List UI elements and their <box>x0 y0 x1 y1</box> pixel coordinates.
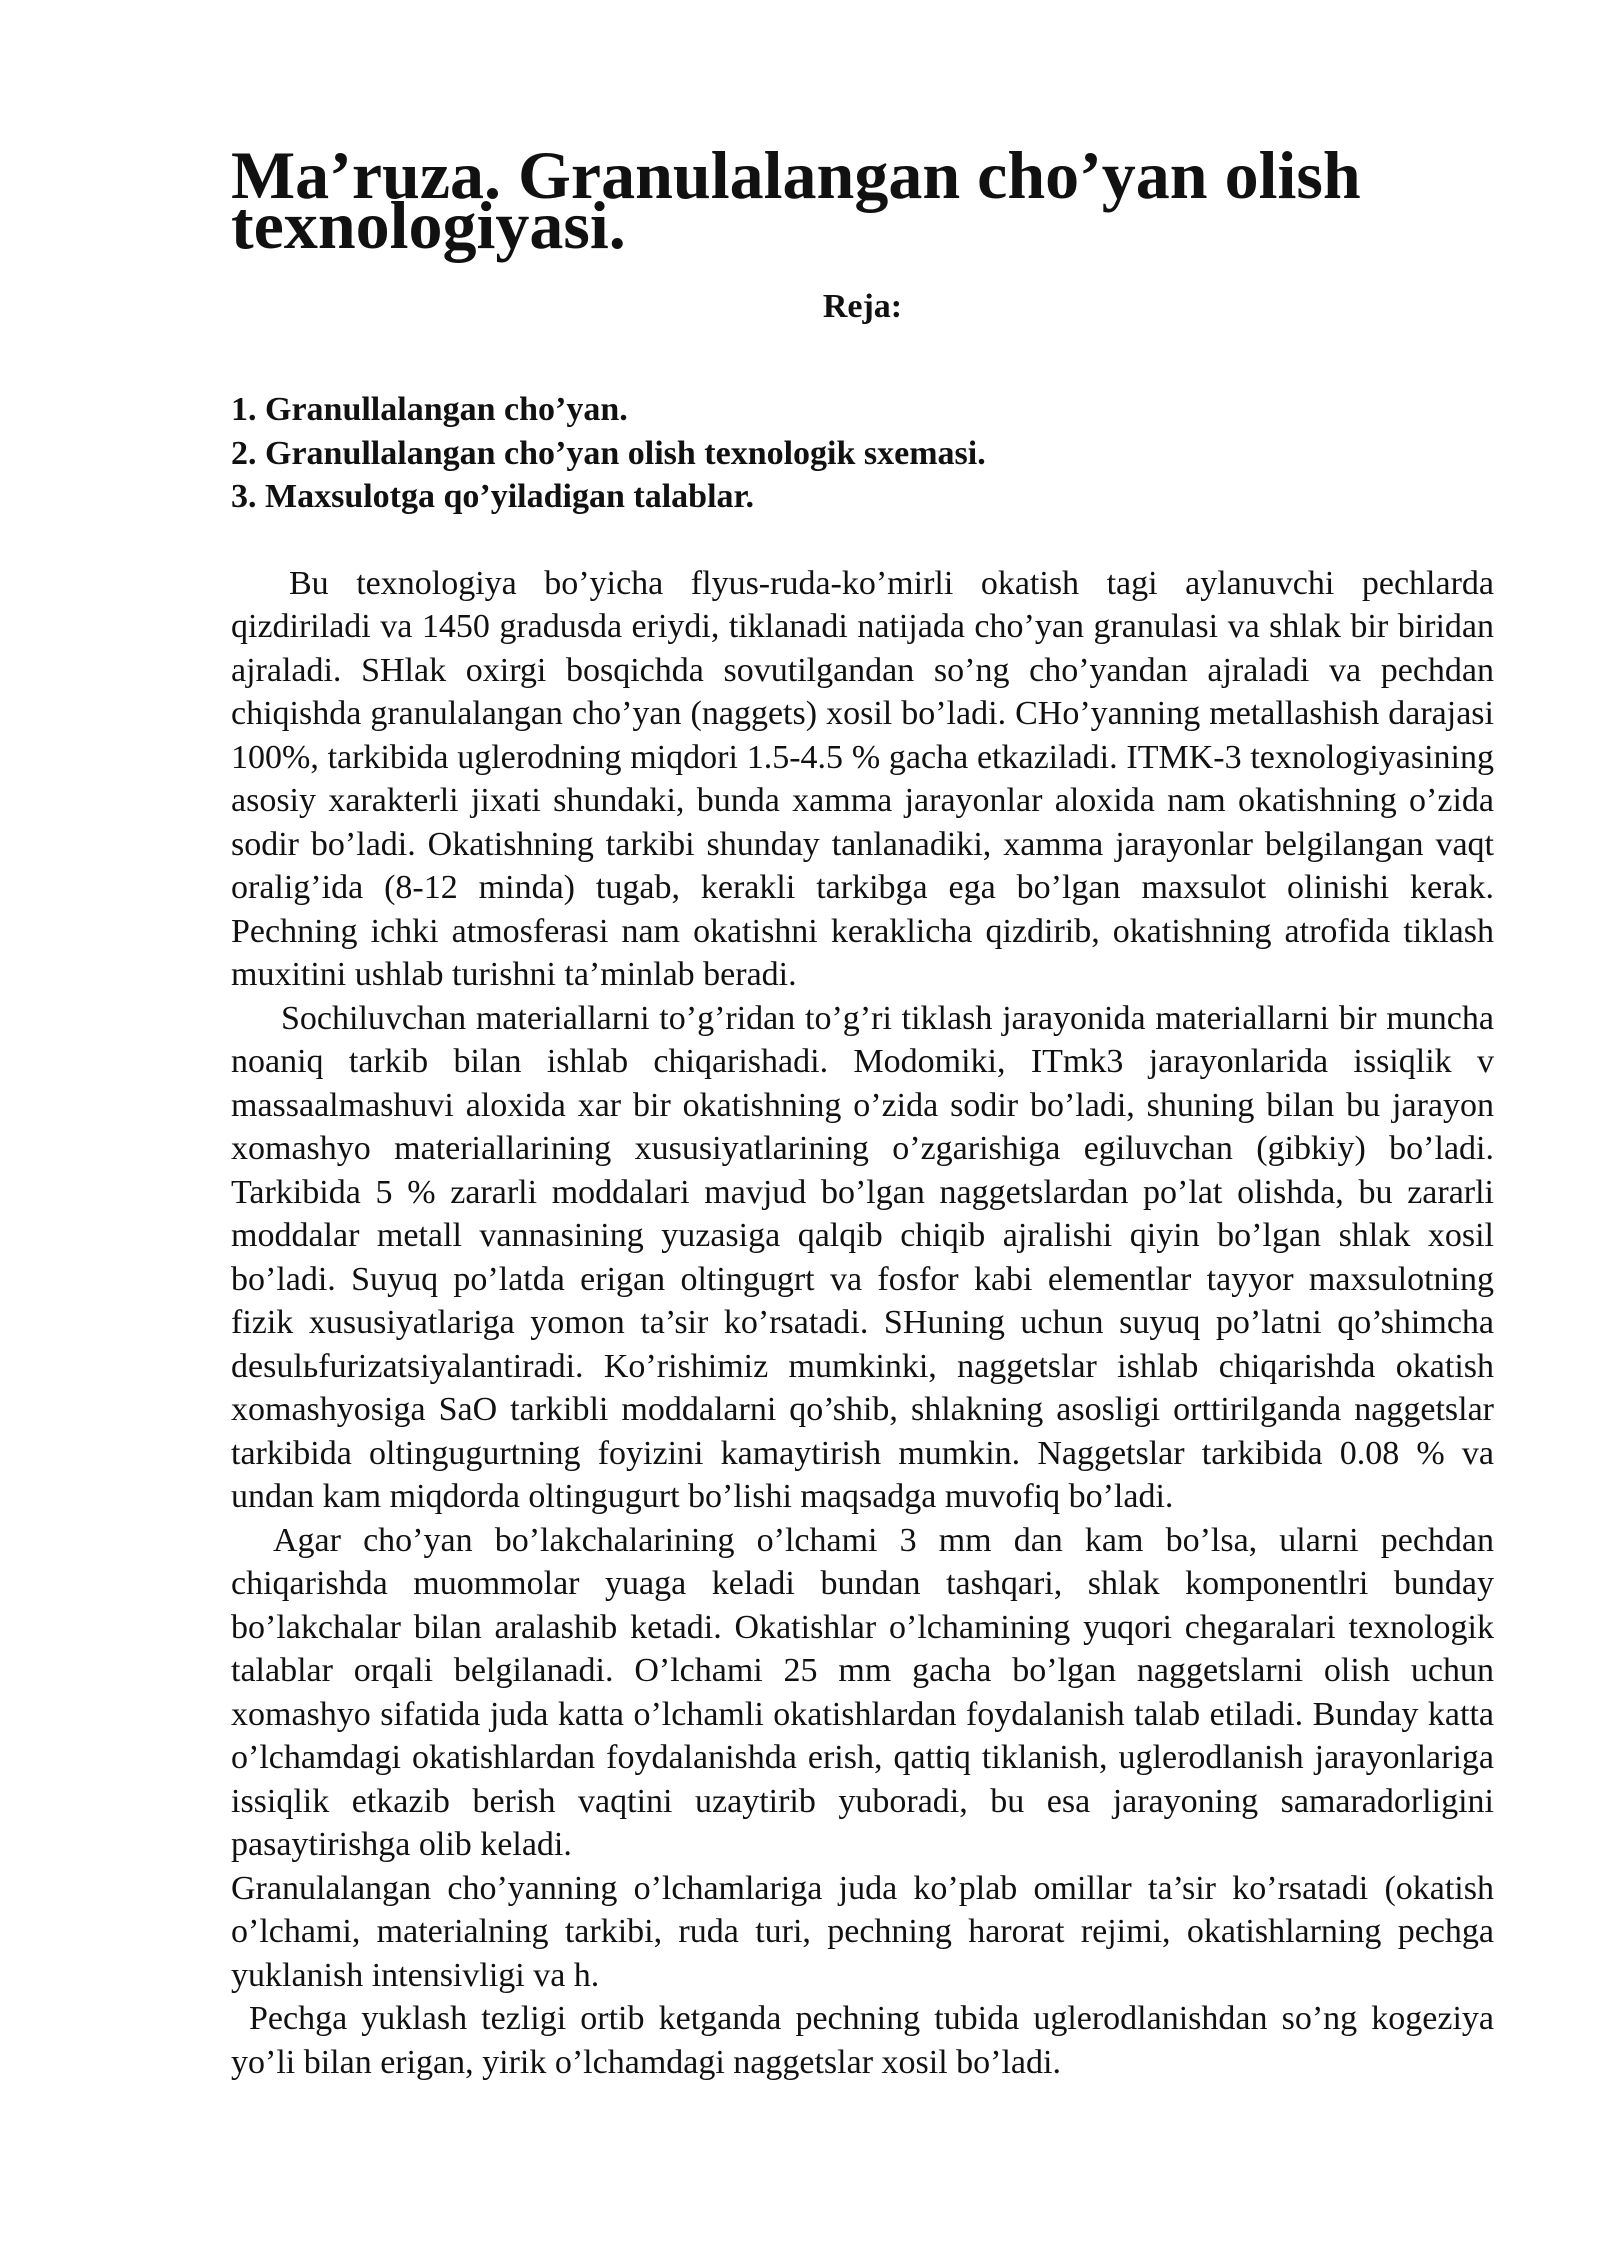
paragraph-5: Pechga yuklash tezligi ortib ketganda pechning tubida uglerodlanishdan so’ng kogeziya yo’li bilan erigan, yirik o’lchamdagi naggetslar xosil bo’ladi. <box>231 2000 1494 2081</box>
page-title: Ma’ruza. Granulalangan cho’yan olish texnologiyasi. <box>231 137 1361 263</box>
paragraph-2: Sochiluvchan materiallarni to’g’ridan to’g’ri tiklash jarayonida materiallarni bir muncha noaniq tarkib bilan ishlab chiqarishadi. Modomiki, ITmk3 jarayonlarida issiqlik v massaalmashuvi aloxida xar bir okatishning o’zida sodir bo’ladi, shuning bilan bu jarayon xomashyo materiallarining xususiyatlarining o’zgarishiga egiluvchan (gibkiy) bo’ladi. Tarkibida 5 % zararli moddalari mavjud bo’lgan naggetslardan po’lat olishda, bu zararli moddalar metall vannasining yuzasiga qalqib chiqib ajralishi qiyin bo’lgan shlak xosil bo’ladi. Suyuq po’latda erigan oltingugrt va fosfor kabi elementlar tayyor maxsulotning fizik xususiyatlariga yomon ta’sir ko’rsatadi. SHuning uchun suyuq po’latni qo’shimcha desulьfurizatsiyalantiradi. Ko’rishimiz mumkinki, naggetslar ishlab chiqarishda okatish xomashyosiga SaO tarkibli moddalarni qo’shib, shlakning asosligi orttirilganda naggetslar tarkibida oltingugurtning foyizini kamaytirish mumkin. Naggetslar tarkibida 0.08 % va undan kam miqdorda oltingugurt bo’lishi maqsadga muvofiq bo’ladi. <box>231 999 1494 1515</box>
body-text <box>231 562 1494 2085</box>
plan-heading: Reja: <box>822 288 903 325</box>
plan-item: 2. Granullalangan cho’yan olish texnologik sxemasi. <box>231 434 986 472</box>
document-page <box>231 137 1494 2084</box>
paragraph-4: Granulalangan cho’yanning o’lchamlariga juda ko’plab omillar ta’sir ko’rsatadi (okatish o’lchami, materialning tarkibi, ruda turi, pechning harorat rejimi, okatishlarning pechga yuklanish intensivligi va h. <box>231 1869 1494 1994</box>
plan-item: 3. Maxsulotga qo’yiladigan talablar. <box>231 478 754 515</box>
plan-item: 1. Granullalangan cho’yan. <box>231 391 628 428</box>
plan-list <box>231 388 1494 519</box>
paragraph-3: Agar cho’yan bo’lakchalarining o’lchami 3 mm dan kam bo’lsa, ularni pechdan chiqarishda muommolar yuaga keladi bundan tashqari, shlak komponentlri bunday bo’lakchalar bilan aralashib ketadi. Okatishlar o’lchamining yuqori chegaralari texnologik talablar orqali belgilanadi. O’lchami 25 mm gacha bo’lgan naggetslarni olish uchun xomashyo sifatida juda katta o’lchamli okatishlardan foydalanish talab etiladi. Bunday katta o’lchamdagi okatishlardan foydalanishda erish, qattiq tiklanish, uglerodlanish jarayonlariga issiqlik etkazib berish vaqtini uzaytirib yuboradi, bu esa jarayoning samaradorligini pasaytirishga olib keladi. <box>231 1521 1494 1863</box>
paragraph-1: Bu texnologiya bo’yicha flyus-ruda-ko’mirli okatish tagi aylanuvchi pechlarda qizdiriladi va 1450 gradusda eriydi, tiklanadi natijada cho’yan granulasi va shlak bir biridan ajraladi. SHlak oxirgi bosqichda sovutilgandan so’ng cho’yandan ajraladi va pechdan chiqishda granulalangan cho’yan (naggets) xosil bo’ladi. CHo’yanning metallashish darajasi 100%, tarkibida uglerodning miqdori 1.5-4.5 % gacha etkaziladi. ITMK-3 texnologiyasining asosiy xarakterli jixati shundaki, bunda xamma jarayonlar aloxida nam okatishning o’zida sodir bo’ladi. Okatishning tarkibi shunday tanlanadiki, xamma jarayonlar belgilangan vaqt oralig’ida (8-12 minda) tugab, kerakli tarkibga ega bo’lgan maxsulot olinishi kerak. Pechning ichki atmosferasi nam okatishni keraklicha qizdirib, okatishning atrofida tiklash muxitini ushlab turishni ta’minlab beradi. <box>231 564 1494 993</box>
